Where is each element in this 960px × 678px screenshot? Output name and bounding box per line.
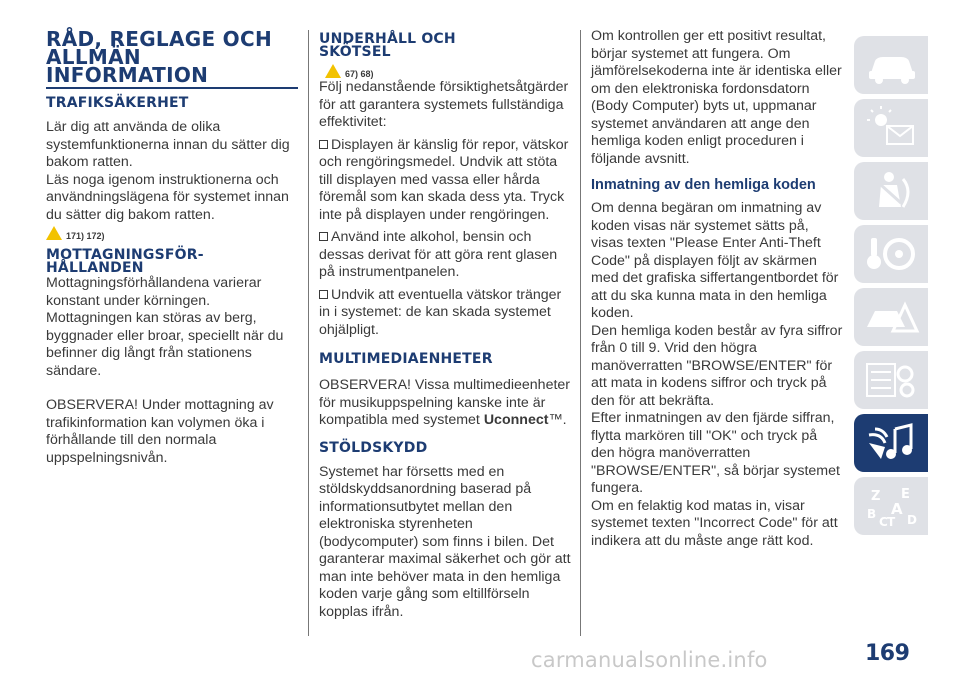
bullet-text: Använd inte alkohol, bensin och dessas derivat för att göra rent glasen på instrumentpanelen.: [319, 229, 558, 280]
tab-car[interactable]: [854, 36, 928, 94]
reception-heading: [46, 249, 298, 275]
index-letter: A: [891, 500, 903, 518]
key-steering-icon: [861, 232, 921, 276]
watermark: carmanualsonline.info: [531, 648, 768, 672]
heading-line: UNDERHÅLL OCH: [319, 31, 456, 47]
column-1: [46, 27, 298, 467]
warning-refs: 67) 68): [345, 69, 374, 79]
warning-triangle-icon: [325, 64, 341, 78]
heading-line: RÅD, REGLAGE OCH: [46, 27, 273, 51]
multimedia-icon: [861, 421, 921, 465]
theft-heading: STÖLDSKYDD: [319, 439, 428, 456]
tab-multimedia[interactable]: [854, 414, 928, 472]
warning-lights-icon: [861, 106, 921, 150]
code-text: Om denna begäran om inmatning av koden visas när systemet sätts på, visas texten "Please Enter Anti-Theft Code" på displayen följt av skärmen med det grafiska siffertangentbordet för att du ska kunna mata in den hemliga koden.: [591, 200, 839, 321]
tab-starting-driving[interactable]: [854, 225, 928, 283]
trademark: ™.: [548, 412, 567, 428]
section-heading-main: [46, 27, 298, 87]
tab-index[interactable]: [854, 477, 928, 535]
bullet-text: Undvik att eventuella vätskor tränger in i systemet: de kan skada systemet ohjälpligt.: [319, 286, 562, 338]
index-letter: T: [887, 515, 896, 528]
tab-maintenance[interactable]: [854, 351, 928, 409]
checkbox-bullet-icon: [319, 290, 328, 299]
index-letter: E: [901, 487, 910, 502]
column-divider: [308, 30, 309, 636]
tab-warning-lights[interactable]: [854, 99, 928, 157]
multimedia-heading: MULTIMEDIAENHETER: [319, 351, 493, 367]
heading-line: SKÖTSEL: [319, 44, 391, 60]
breakdown-icon: [861, 295, 921, 339]
index-letter: B: [867, 507, 877, 521]
car-icon: [861, 43, 921, 87]
heading-underline: [46, 87, 298, 89]
warning-reference: [46, 225, 298, 241]
seatbelt-icon: [861, 169, 921, 213]
heading-line: HÅLLANDEN: [46, 260, 144, 276]
index-letter: C: [879, 515, 888, 528]
care-heading: [319, 33, 571, 59]
reception-text: Mottagningsförhållandena varierar konstant under körningen. Mottagningen kan störas av berg, byggnader eller broar, speciellt när du befinner dig långt från stationens sändare.: [46, 275, 284, 379]
reception-note: OBSERVERA! Under mottagning av trafikinformation kan volymen öka i förhållande till den normala uppspelningsnivån.: [46, 397, 274, 466]
traffic-heading: TRAFIKSÄKERHET: [46, 95, 189, 111]
tab-emergency[interactable]: [854, 288, 928, 346]
index-letter: Z: [871, 489, 881, 504]
warning-reference: [325, 63, 571, 79]
code-heading: Inmatning av den hemliga koden: [591, 177, 816, 193]
code-text: Den hemliga koden består av fyra siffror från 0 till 9. Vrid den högra manöverratten "BROWSE/ENTER" för att mata in kodens siffror och tryck på den för att bekräfta.: [591, 322, 843, 409]
checkbox-bullet-icon: [319, 232, 328, 241]
heading-line: MOTTAGNINGSFÖR-: [46, 247, 204, 263]
warning-refs: 171) 172): [66, 231, 105, 241]
tab-safety[interactable]: [854, 162, 928, 220]
column-3: [591, 30, 843, 550]
index-letter: D: [907, 513, 917, 527]
care-intro: Följ nedanstående försiktighetsåtgärder för att garantera systemets fullständiga effektivitet:: [319, 79, 569, 130]
intro-text: Om kontrollen ger ett positivt resultat, börjar systemet att fungera. Om jämförelsekoderna inte är identiska eller om den elektroniska fordonsdatorn (Body Computer) byts ut, uppmanar systemet användaren att ange den hemliga koden enligt proceduren i följande avsnitt.: [591, 28, 842, 167]
care-bullet: [319, 287, 571, 340]
traffic-text-2: Läs noga igenom instruktionerna och användningslägena för systemet innan du sätter dig bakom ratten.: [46, 171, 289, 223]
care-bullet: [319, 137, 571, 225]
index-letters-icon: [861, 484, 921, 528]
checkbox-bullet-icon: [319, 140, 328, 149]
page-number: 169: [865, 641, 910, 666]
code-text: Om en felaktig kod matas in, visar systemet texten "Incorrect Code" för att indikera att du måste ange rätt kod.: [591, 497, 838, 549]
heading-line: INFORMATION: [46, 63, 209, 87]
heading-line: ALLMÄN: [46, 45, 141, 69]
column-2: [319, 30, 571, 621]
chapter-tabs: [854, 36, 928, 540]
bullet-text: Displayen är känslig för repor, vätskor och rengöringsmedel. Undvik att stöta till displayen med vassa eller hårda föremål som kan skada dess yta. Tryck inte på displayen under rengöringen.: [319, 136, 569, 223]
code-text: Efter inmatningen av den fjärde siffran, flytta markören till "OK" och tryck på den högra manöverratten "BROWSE/ENTER", så börjar systemet fungera.: [591, 410, 840, 496]
maintenance-gears-icon: [861, 358, 921, 402]
multimedia-text-body: OBSERVERA! Vissa multimedieenheter för musikuppspelning kanske inte är kompatibla med systemet: [319, 377, 571, 428]
brand-name: Uconnect: [483, 412, 549, 428]
care-bullet: [319, 229, 571, 282]
traffic-text: Lär dig att använda de olika systemfunktionerna innan du sätter dig bakom ratten.: [46, 119, 290, 170]
warning-triangle-icon: [46, 226, 62, 240]
multimedia-text: [319, 377, 571, 430]
column-divider: [580, 30, 581, 636]
theft-text: Systemet har försetts med en stöldskyddsanordning baserad på informationsutbytet mellan den elektroniska styrenheten (bodycomputer) som finns i bilen. Det garanterar maximal säkerhet och gör att man inte behöver mata in den hemliga koden varje gång som eltillförseln kopplas ifrån.: [319, 463, 571, 620]
